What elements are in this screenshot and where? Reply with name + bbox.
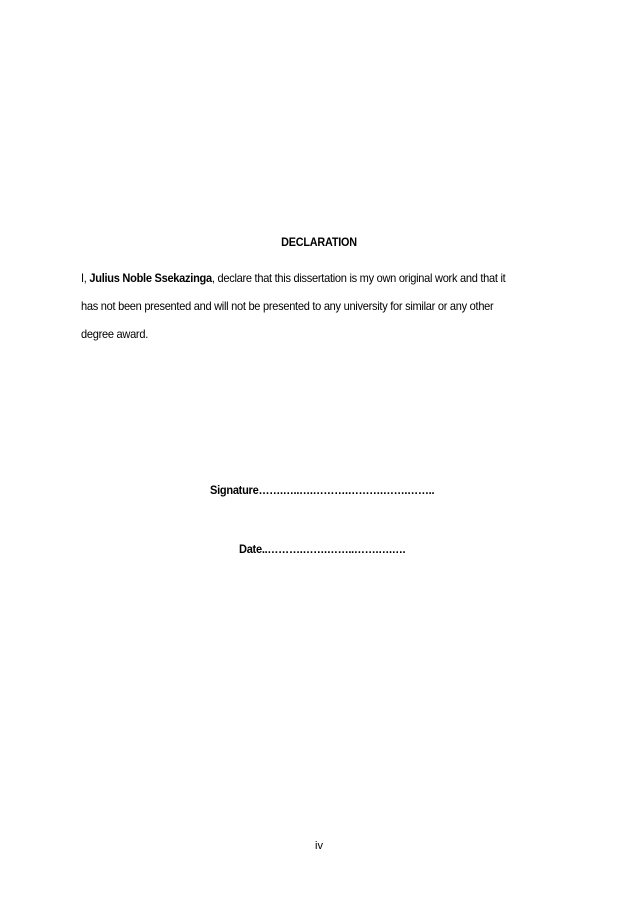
paragraph-line-2: has not been presented and will not be presented to any university for similar or any other (81, 299, 494, 313)
declaration-paragraph (81, 264, 532, 348)
signature-label: Signature (210, 483, 259, 497)
author-name: Julius Noble Ssekazinga (89, 271, 212, 285)
page-title: DECLARATION (281, 235, 357, 249)
paragraph-line-3: degree award. (81, 327, 149, 341)
date-dots: ..……….…….……..…….….…. (261, 542, 406, 556)
signature-dots: …….…..….……….……….…….…….. (258, 483, 435, 497)
date-label: Date (239, 542, 262, 556)
date-line (239, 542, 405, 556)
paragraph-line-1 (81, 264, 532, 292)
paragraph-prefix: I, (81, 271, 90, 285)
paragraph-line-1-rest: , declare that this dissertation is my own original work and that it (211, 271, 506, 285)
page-number: iv (315, 840, 323, 852)
signature-line (210, 483, 434, 497)
